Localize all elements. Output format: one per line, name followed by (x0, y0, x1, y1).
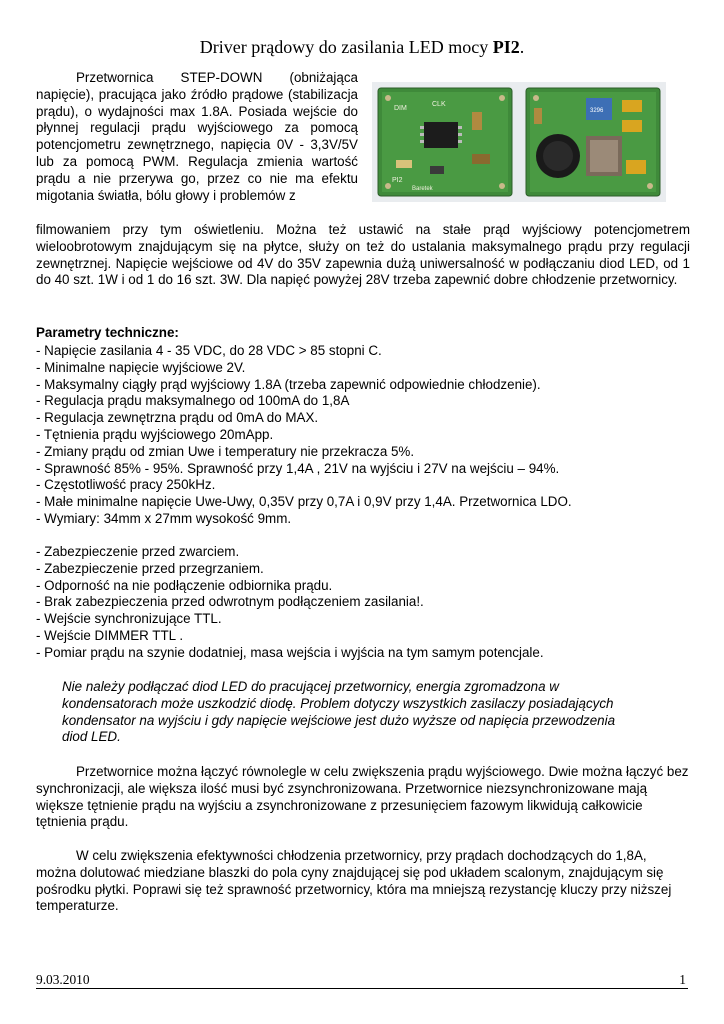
pcb-photo (372, 82, 666, 202)
feature-item: - Zabezpieczenie przed przegrzaniem. (36, 560, 264, 576)
param-item: - Sprawność 85% - 95%. Sprawność przy 1,4A , 21V na wyjściu i 27V na wejściu – 94%. (36, 460, 560, 476)
pcb-board-bottom (526, 88, 660, 196)
feature-item: - Wejście synchronizujące TTL. (36, 611, 222, 627)
param-item: - Napięcie zasilania 4 - 35 VDC, do 28 VDC > 85 stopni C. (36, 343, 382, 358)
title-suffix: . (519, 37, 525, 57)
param-item: - Zmiany prądu od zmian Uwe i temperatury nie przekracza 5%. (36, 443, 415, 459)
parallel-text: Przetwornice można łączyć równolegle w celu zwiększenia prądu wyjściowego. Dwie można łączyć bez synchronizacji, ale większa ilość musi być zsynchronizowana. Przetwornice niezsynchronizowane mają większe tętnienie prądu na wyjściu a zsynchronizowane z przesunięciem fazowym likwidują całkowicie tętnienia prądu. (36, 764, 689, 830)
warning-note: Nie należy podłączać diod LED do pracującej przetwornicy, energia zgromadzona w kondensatorach może uszkodzić diodę. Problem dotyczy wszystkich zasilaczy posiadających kondensator na wyjściu i gdy napięcie wejściowe jest dużo wyższe od napięcia przewodzenia diod LED. (62, 679, 616, 745)
param-item: - Minimalne napięcie wyjściowe 2V. (36, 359, 246, 375)
param-item: - Maksymalny ciągły prąd wyjściowy 1.8A (trzeba zapewnić odpowiednie chłodzenie). (36, 376, 541, 392)
param-item: - Regulacja prądu maksymalnego od 100mA do 1,8A (36, 393, 350, 409)
cooling-text: W celu zwiększenia efektywności chłodzenia przetwornicy, przy prądach dochodzących do 1,8A, można dolutować miedziane blaszki do pola cyny znajdującej się pod układem scalonym, znajdującym się pośrodku płytki. Poprawi się też sprawność przetwornicy, która ma mniejszą rezystancję kluczy przy niższej temperaturze. (36, 848, 672, 914)
page-footer (36, 972, 688, 989)
feature-item: - Pomiar prądu na szynie dodatniej, masa wejścia i wyjścia na tym samym potencjale. (36, 644, 544, 660)
pcb-label-dim: DIM (394, 105, 407, 112)
feature-item: - Wejście DIMMER TTL . (36, 627, 184, 643)
feature-item: - Zabezpieczenie przed zwarciem. (36, 544, 240, 559)
footer-date: 9.03.2010 (36, 972, 90, 987)
title-text: Driver prądowy do zasilania LED mocy (199, 37, 493, 57)
features-list (36, 544, 696, 662)
param-item: - Tętnienia prądu wyjściowego 20mApp. (36, 426, 274, 442)
page-number: 1 (679, 972, 686, 987)
title-model: PI2 (492, 37, 520, 57)
pcb-label-pot: 3296 (590, 108, 604, 114)
intro-text: Przetwornica STEP-DOWN (obniżająca napięcie), pracująca jako źródło prądowe (stabilizacja prądu), o wydajności max 1.8A. Posiada wejście do płynnej regulacji prądu wyjściowego za pomocą potencjometru zewnętrznego, napięcia 0V - 3,3V/5V lub za pomocą PWM. Regulacja zmienia wartość prądu a nie przerywa go, przez co nie ma efektu migotania światła, bólu głowy i problemów z (36, 70, 358, 203)
intro-paragraph (36, 70, 358, 204)
param-item: - Regulacja zewnętrzna prądu od 0mA do MAX. (36, 410, 319, 426)
param-item: - Wymiary: 34mm x 27mm wysokość 9mm. (36, 510, 292, 526)
feature-item: - Brak zabezpieczenia przed odwrotnym podłączeniem zasilania!. (36, 594, 424, 610)
feature-item: - Odporność na nie podłączenie odbiornika prądu. (36, 577, 333, 593)
cooling-paragraph (36, 848, 690, 915)
param-item: - Częstotliwość pracy 250kHz. (36, 477, 216, 493)
parallel-paragraph (36, 764, 690, 831)
params-list (36, 343, 696, 528)
pcb-board-top (378, 88, 512, 196)
document-title (36, 36, 688, 58)
pcb-label-maker: Baretek (412, 186, 433, 192)
param-item: - Małe minimalne napięcie Uwe-Uwy, 0,35V przy 0,7A i 0,9V przy 1,4A. Przetwornica LDO. (36, 494, 572, 510)
intro-continuation: filmowaniem przy tym oświetleniu. Można też ustawić na stałe prąd wyjściowy potencjometrem wieloobrotowym znajdującym się na płytce, służy on też do ustalania maksymalnego prądu przy regulacji zewnętrznej. Napięcie wejściowe od 4V do 35V zapewnia dużą uniwersalność w podłączaniu diod LED, od 1 do 40 szt. 1W i od 1 do 16 szt. 3W. Dla napięć powyżej 28V trzeba zapewnić dobre chłodzenie przetwornicy. (36, 222, 690, 288)
pcb-label-model: PI2 (392, 177, 403, 184)
pcb-label-clk: CLK (432, 101, 446, 108)
params-heading: Parametry techniczne: (36, 325, 179, 340)
